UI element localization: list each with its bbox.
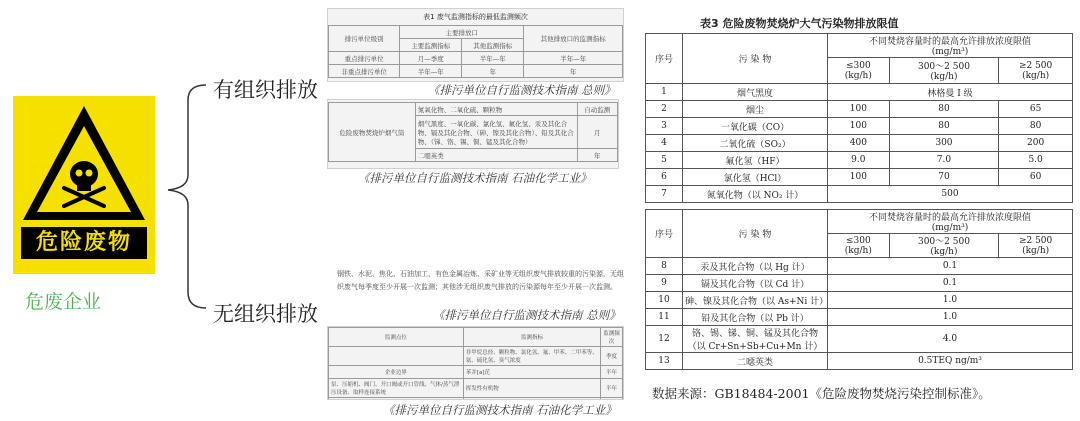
header-cap-3: ≥2 500 (kg/h) <box>999 58 1073 84</box>
cell: 铅及其化合物（以 Pb 计） <box>683 309 828 326</box>
cell: 400 <box>828 135 890 152</box>
cell: 汞及其化合物（以 Hg 计） <box>683 258 828 275</box>
doc-snippet-frequency-table <box>327 8 624 82</box>
cell: 年 <box>462 65 524 78</box>
header-limit-text: 不同焚烧容量时的最高允许排放浓度限值 <box>868 213 1031 223</box>
cell: 月—季度 <box>400 52 462 65</box>
category-unorganized: 无组织排放 <box>213 302 318 326</box>
cell: 林格曼 I 级 <box>828 84 1073 101</box>
cell: 挥发性有机物 <box>463 379 600 398</box>
cell: 1 <box>646 84 683 101</box>
cell: 70 <box>889 169 999 186</box>
header-unit: (mg/m³) <box>931 223 969 233</box>
cell: 60 <box>999 169 1073 186</box>
cell: 6 <box>646 169 683 186</box>
cell: 氯化氢（HCl） <box>683 169 828 186</box>
cell: 非重点排污单位 <box>329 65 400 78</box>
header-item: 污 染 物 <box>683 210 828 258</box>
table3-title: 表3 危险废物焚烧炉大气污染物排放限值 <box>700 17 899 30</box>
cell: 半年 <box>601 379 623 398</box>
header-no: 序号 <box>646 210 683 258</box>
cell: 8 <box>646 258 683 275</box>
cell: 其他排放口的监测指标 <box>524 26 623 52</box>
cell: 5 <box>646 152 683 169</box>
cell: 年 <box>577 149 617 162</box>
header-cap-1: ≤300 (kg/h) <box>828 58 890 84</box>
cell: 4 <box>646 135 683 152</box>
cell: 100 <box>828 118 890 135</box>
caption-general-guide: 《排污单位自行监测技术指南 总则》 <box>428 83 616 97</box>
cell: 9.0 <box>828 152 890 169</box>
cell: 半年 <box>601 366 623 379</box>
hazard-label: 危险废物 <box>21 227 147 259</box>
cell: 季度 <box>601 347 623 366</box>
cell: 镉及其化合物（以 Cd 计） <box>683 275 828 292</box>
cell: 80 <box>999 118 1073 135</box>
cell: 主要排放口 <box>400 26 524 39</box>
cell: 200 <box>999 135 1073 152</box>
cell <box>463 398 600 401</box>
cell: 二氧化硫（SO₂） <box>683 135 828 152</box>
cell: 年 <box>524 65 623 78</box>
cell: 烟尘 <box>683 101 828 118</box>
cell: 排污单位级别 <box>329 26 400 52</box>
cell: 1.0 <box>828 292 1073 309</box>
cell: 半年—年 <box>524 52 623 65</box>
cell: 100 <box>828 101 890 118</box>
hazard-sign <box>13 96 155 274</box>
cell: 10 <box>646 292 683 309</box>
cell: 13 <box>646 353 683 370</box>
incinerator-monitoring-table <box>328 102 618 162</box>
cell: 监测频次 <box>601 328 623 347</box>
cell: 监测点位 <box>329 328 464 347</box>
cell: 0.1 <box>828 275 1073 292</box>
cell: 企业边界 <box>329 366 464 379</box>
cell: 自动监测 <box>577 103 617 116</box>
caption-petrochem-guide-2: 《排污单位自行监测技术指南 石油化学工业》 <box>383 403 617 417</box>
header-item: 污 染 物 <box>683 34 828 84</box>
header-limit <box>828 210 1073 234</box>
doc-snippet-incinerator-table <box>327 99 619 169</box>
cell: 80 <box>889 118 999 135</box>
snippet-title: 表1 废气监测指标的最低监测频次 <box>423 13 528 21</box>
header-cap-2: 300～2 500 (kg/h) <box>889 58 999 84</box>
cell: 氮氧化物（以 NO₂ 计） <box>683 186 828 203</box>
brace-connector <box>160 60 210 330</box>
cell: 一氧化碳（CO） <box>683 118 828 135</box>
cell: 7 <box>646 186 683 203</box>
emission-limits-table-top <box>645 33 1073 203</box>
cell: 二噁英类 <box>415 149 577 162</box>
cell: 7.0 <box>889 152 999 169</box>
cell: 氮氧化物、二氧化硫、颗粒物 <box>415 103 577 116</box>
cell: 300 <box>889 135 999 152</box>
cell: 危险废物焚烧炉烟气筒 <box>329 103 416 162</box>
caption-general-guide-2: 《排污单位自行监测技术指南 总则》 <box>433 308 621 322</box>
boundary-monitoring-table <box>328 327 623 400</box>
doc-snippet-unorganized-text: 钢铁、水泥、焦化、石油加工、有色金属冶炼、采矿业等无组织废气排放较重的污染源，无组织废气每季度至少开展一次监测；其他涉无组织废气排放的污染源每年至少开展一次监测。 <box>337 270 624 291</box>
cell: 2 <box>646 101 683 118</box>
doc-snippet-boundary-table <box>327 326 624 400</box>
cell: 烟气黑度 <box>683 84 828 101</box>
cell: 泵、压缩机、阀门、开口阀或开口管线、气体/蒸气泄压设备、取样连接系统 <box>329 379 464 398</box>
cell: 80 <box>889 101 999 118</box>
cell: 1.0 <box>828 309 1073 326</box>
cell: 3 <box>646 118 683 135</box>
cell: 5.0 <box>999 152 1073 169</box>
cell: 氟化氢（HF） <box>683 152 828 169</box>
cell: 11 <box>646 309 683 326</box>
cell: 9 <box>646 275 683 292</box>
cell: 100 <box>828 169 890 186</box>
caption-petrochem-guide-1: 《排污单位自行监测技术指南 石油化学工业》 <box>358 171 592 185</box>
cell: 65 <box>999 101 1073 118</box>
cell: 半年—年 <box>400 65 462 78</box>
cell: 非甲烷总烃、颗粒物、氯化氢、氟、甲苯、二甲苯等、氨、硫化氢、臭气浓度 <box>463 347 600 366</box>
cell: 烟气黑度、一氧化碳、氯化氢、氟化氢、汞及其化合物、镉及其化合物、（砷、镍及其化合物）、铅及其化合物、（锑、铬、锡、铜、锰及其化合物） <box>415 116 577 149</box>
enterprise-label: 危废企业 <box>25 291 102 313</box>
cell <box>329 347 464 366</box>
cell: 月 <box>577 116 617 149</box>
header-cap-3: ≥2 500 (kg/h) <box>999 234 1073 258</box>
cell <box>329 398 464 401</box>
cell: 其他监测指标 <box>462 39 524 52</box>
header-cap-1: ≤300 (kg/h) <box>828 234 890 258</box>
cell: 监测指标 <box>463 328 600 347</box>
cell: 铬、锡、锑、铜、锰及其化合物 （以 Cr+Sn+Sb+Cu+Mn 计） <box>683 326 828 353</box>
cell <box>601 398 623 401</box>
cell: 苯并[a]芘 <box>463 366 600 379</box>
cell: 半年—年 <box>462 52 524 65</box>
skull-crossbones-icon <box>19 102 149 224</box>
cell: 二噁英类 <box>683 353 828 370</box>
cell: 500 <box>828 186 1073 203</box>
frequency-table <box>328 25 623 78</box>
category-organized: 有组织排放 <box>213 78 318 102</box>
header-limit-text: 不同焚烧容量时的最高允许排放浓度限值 <box>868 37 1031 47</box>
header-cap-2: 300～2 500 (kg/h) <box>889 234 999 258</box>
data-source-note: 数据来源：GB18484-2001《危险废物焚烧污染控制标准》。 <box>652 386 991 401</box>
cell: 0.1 <box>828 258 1073 275</box>
cell: 重点排污单位 <box>329 52 400 65</box>
header-limit <box>828 34 1073 58</box>
cell: 砷、镍及其化合物（以 As+Ni 计） <box>683 292 828 309</box>
emission-limits-table-bottom <box>645 209 1073 370</box>
cell: 主要监测指标 <box>400 39 462 52</box>
cell: 4.0 <box>828 326 1073 353</box>
header-unit: (mg/m³) <box>931 47 969 57</box>
header-no: 序号 <box>646 34 683 84</box>
cell: 12 <box>646 326 683 353</box>
cell: 0.5TEQ ng/m³ <box>828 353 1073 370</box>
